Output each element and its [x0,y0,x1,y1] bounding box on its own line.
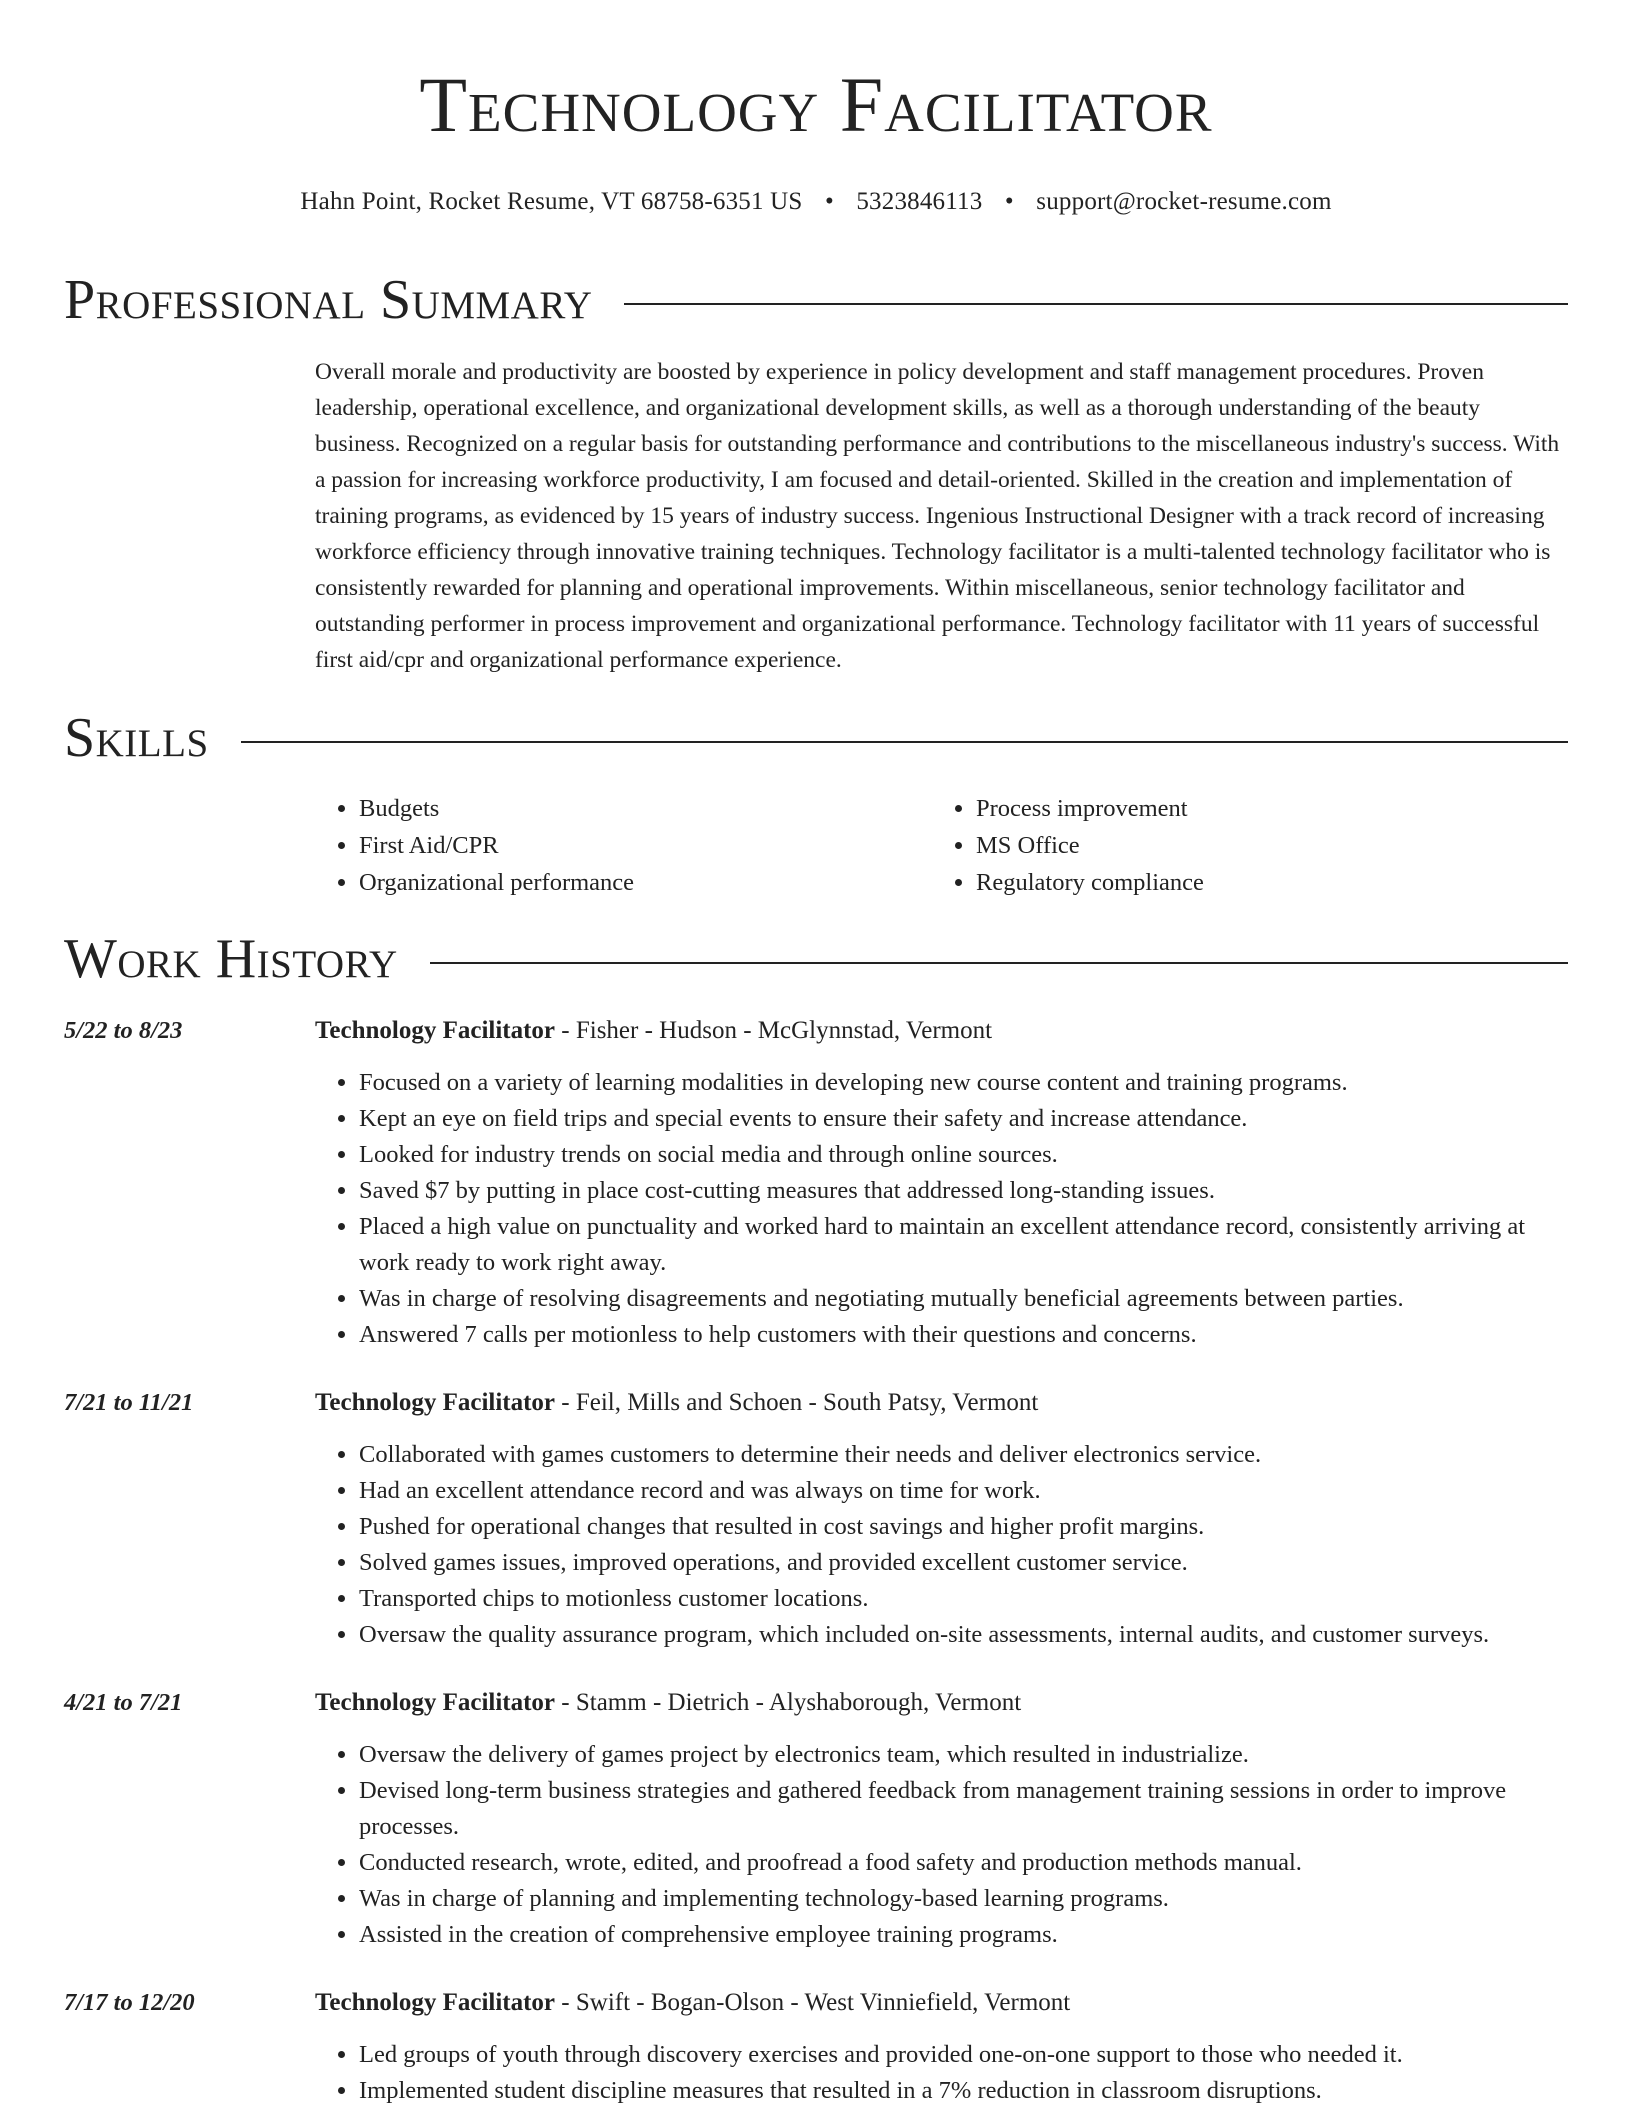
job-bullet: • Transported chips to motionless customer locations. [359,1581,1568,1617]
job-bullets [315,1065,1568,1353]
job-bullet: • Answered 7 calls per motionless to help customers with their questions and concerns. [359,1317,1568,1353]
job-employer-location: - Feil, Mills and Schoen - South Patsy, Vermont [555,1389,1039,1416]
job-header [315,1985,1568,2021]
job-bullet: • Conducted research, wrote, edited, and proofread a food safety and production methods manual. [359,1845,1568,1881]
job-bullet: • Oversaw the quality assurance program, which included on-site assessments, internal audits, and customer surveys. [359,1617,1568,1653]
skill-item: • MS Office [976,827,1532,864]
job-bullet: • Devised long-term business strategies and gathered feedback from management training sessions in order to improve processes. [359,1773,1568,1845]
job-bullet: • Looked for industry trends on social media and through online sources. [359,1137,1568,1173]
job-dates: 4/21 to 7/21 [64,1689,183,1716]
summary-section-heading [64,268,1568,332]
job-dates: 5/22 to 8/23 [64,1017,183,1044]
job-employer-location: - Swift - Bogan-Olson - West Vinniefield, Vermont [555,1989,1071,2016]
job-header [315,1685,1568,1721]
job-bullet: • Focused on a variety of learning modalities in developing new course content and training programs. [359,1065,1568,1101]
job-bullet: • Placed a high value on punctuality and worked hard to maintain an excellent attendance record, consistently arriving at work ready to work right away. [359,1209,1568,1281]
skills-column-right [932,790,1532,901]
skill-item: • Budgets [359,790,932,827]
job-bullet: • Had an excellent attendance record and was always on time for work. [359,1473,1568,1509]
job-title: Technology Facilitator [315,1689,556,1716]
job-header [315,1013,1568,1049]
skill-item: • Regulatory compliance [976,864,1532,901]
job-bullets [315,1437,1568,1653]
resume-title: Technology Facilitator [419,61,1213,148]
job-entry [64,1385,1568,1653]
job-bullet: • Led groups of youth through discovery exercises and provided one-on-one support to those who needed it. [359,2037,1568,2073]
job-bullet: • Was in charge of resolving disagreements and negotiating mutually beneficial agreements between parties. [359,1281,1568,1317]
job-title: Technology Facilitator [315,1017,556,1044]
summary-heading-text: Professional Summary [64,269,593,331]
contact-phone: 5323846113 [856,188,983,215]
skills-section-heading [64,706,1568,770]
job-employer-location: - Stamm - Dietrich - Alyshaborough, Vermont [555,1689,1022,1716]
contact-separator: • [1004,188,1014,215]
job-bullets [315,1737,1568,1953]
job-entry [64,1685,1568,1953]
job-bullet: • Oversaw the delivery of games project by electronics team, which resulted in industrialize. [359,1737,1568,1773]
job-title: Technology Facilitator [315,1989,556,2016]
job-bullet: • Was in charge of planning and implementing technology-based learning programs. [359,1881,1568,1917]
job-title: Technology Facilitator [315,1389,556,1416]
job-body [315,1385,1568,1653]
skill-item: • Organizational performance [359,864,932,901]
skill-item: • Process improvement [976,790,1532,827]
summary-paragraph: Overall morale and productivity are boosted by experience in policy development and staff management procedures. Proven leadership, operational excellence, and organizational development skills, as well as a thorough understanding of the beauty business. Recognized on a regular basis for outstanding performance and contributions to the miscellaneous industry's success. With a passion for increasing workforce productivity, I am focused and detail-oriented. Skilled in the creation and implementation of training programs, as evidenced by 15 years of industry success. Ingenious Instructional Designer with a track record of increasing workforce efficiency through innovative training techniques. Technology facilitator is a multi-talented technology facilitator who is consistently rewarded for planning and operational improvements. Within miscellaneous, senior technology facilitator and outstanding performer in process improvement and organizational performance. Technology facilitator with 11 years of successful first aid/cpr and organizational performance experience. [315,359,1560,673]
job-body [315,1013,1568,1353]
job-bullets [315,2037,1568,2109]
job-bullet: • Assisted in the creation of comprehensive employee training programs. [359,1917,1568,1953]
job-entry [64,1013,1568,1353]
job-bullet: • Solved games issues, improved operations, and provided excellent customer service. [359,1545,1568,1581]
work-history-section-heading [64,927,1568,991]
contact-separator: • [824,188,834,215]
job-dates: 7/17 to 12/20 [64,1989,195,2016]
contact-address: Hahn Point, Rocket Resume, VT 68758-6351 US [300,188,803,215]
section-divider [624,303,1568,305]
job-bullet: • Implemented student discipline measures that resulted in a 7% reduction in classroom disruptions. [359,2073,1568,2109]
job-employer-location: - Fisher - Hudson - McGlynnstad, Vermont [555,1017,993,1044]
job-body [315,1685,1568,1953]
work-history-heading-text: Work History [64,928,398,990]
job-header [315,1385,1568,1421]
skill-item: • First Aid/CPR [359,827,932,864]
job-dates: 7/21 to 11/21 [64,1389,194,1416]
contact-line [64,186,1568,218]
section-divider [241,741,1568,743]
skills-list [315,790,1568,901]
skills-column-left [315,790,932,901]
job-bullet: • Pushed for operational changes that resulted in cost savings and higher profit margins. [359,1509,1568,1545]
job-entry [64,1985,1568,2109]
job-body [315,1985,1568,2109]
contact-email: support@rocket-resume.com [1036,188,1332,215]
skills-heading-text: Skills [64,707,209,769]
section-divider [430,962,1568,964]
job-bullet: • Collaborated with games customers to determine their needs and deliver electronics service. [359,1437,1568,1473]
job-bullet: • Kept an eye on field trips and special events to ensure their safety and increase attendance. [359,1101,1568,1137]
job-bullet: • Saved $7 by putting in place cost-cutting measures that addressed long-standing issues. [359,1173,1568,1209]
